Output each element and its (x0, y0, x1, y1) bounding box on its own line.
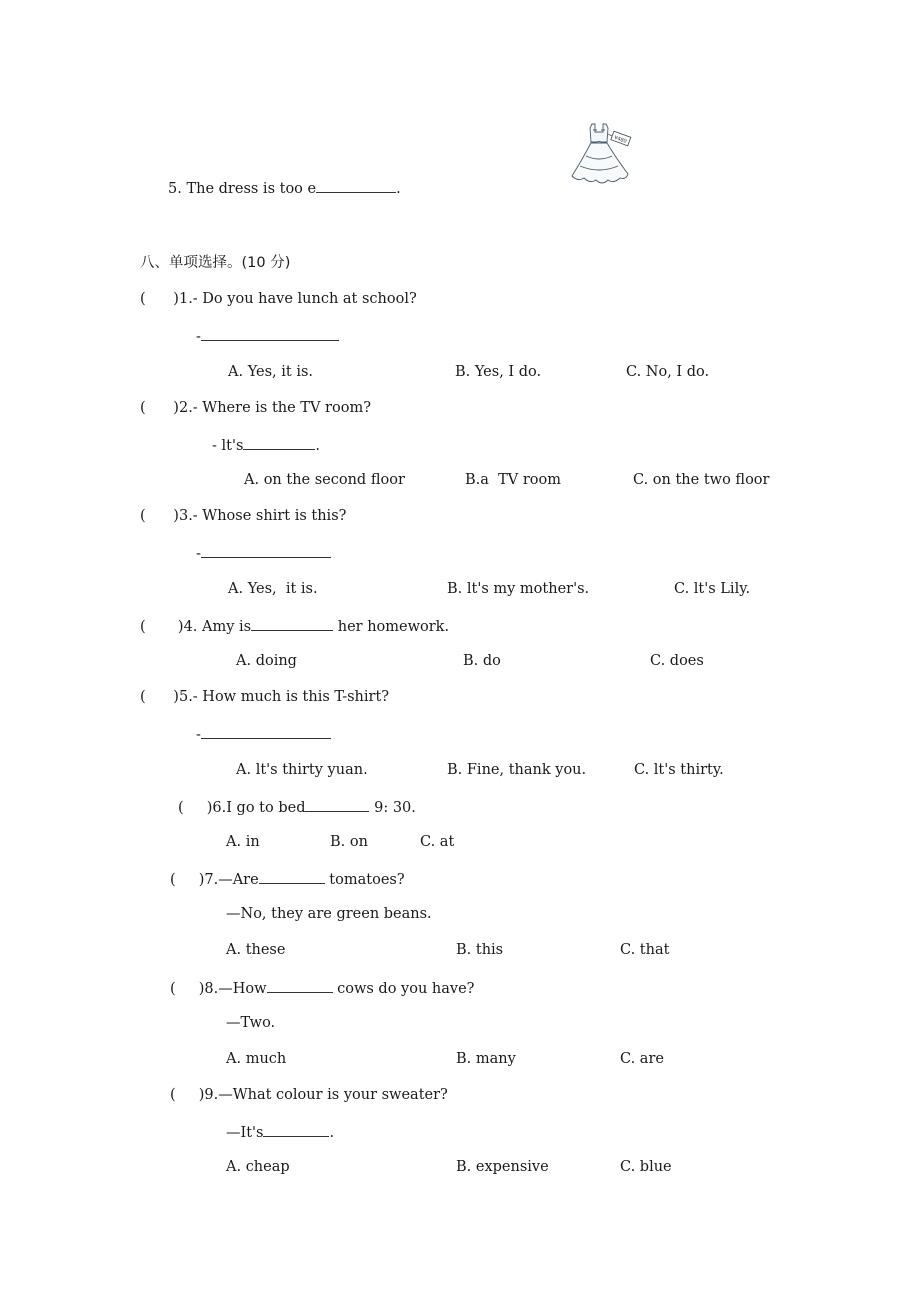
answer-blank[interactable] (201, 326, 339, 341)
option-c: C. blue (620, 1159, 672, 1175)
answer-line: - lt's . (212, 435, 320, 455)
question-text: 8.—How (204, 981, 267, 997)
question-text: 3.- Whose shirt is this? (178, 508, 347, 524)
answer-paren[interactable]: ( ) (178, 800, 213, 816)
question-5 (140, 688, 389, 706)
question-8: ( )8.—How cows do you have? (170, 978, 474, 998)
answer-line: - (196, 724, 331, 744)
answer-paren[interactable]: ( ) (170, 981, 205, 997)
option-b: B. lt's my mother's. (447, 581, 590, 597)
answer-line: —Two. (226, 1015, 276, 1031)
answer-blank[interactable] (263, 1122, 329, 1137)
answer-paren[interactable]: ( ) (170, 872, 205, 888)
option-b: B. do (463, 653, 501, 669)
answer-paren[interactable]: ( ) (140, 689, 179, 705)
option-c: C. at (420, 834, 455, 850)
section-heading: 八、单项选择。(10 分) (140, 255, 291, 271)
option-b: B. Yes, I do. (455, 364, 542, 380)
fill-question-5-end: . (396, 181, 401, 197)
answer-line: —It's . (226, 1122, 334, 1142)
answer-blank[interactable] (267, 978, 333, 993)
option-b: B. expensive (456, 1159, 549, 1175)
question-text: 2.- Where is the TV room? (178, 400, 371, 416)
option-a: A. much (226, 1051, 287, 1067)
question-text: 5.- How much is this T-shirt? (178, 689, 390, 705)
option-a: A. Yes, it is. (228, 581, 318, 597)
answer-blank[interactable] (259, 869, 325, 884)
question-6: ( )6.I go to bed 9: 30. (178, 797, 416, 817)
fill-question-5 (168, 178, 401, 198)
answer-paren[interactable]: ( ) (140, 508, 179, 524)
answer-blank[interactable] (243, 435, 315, 450)
question-3 (140, 507, 346, 525)
option-a: A. doing (236, 653, 297, 669)
question-text: 9.—What colour is your sweater? (204, 1087, 448, 1103)
answer-blank[interactable] (305, 797, 369, 812)
answer-paren[interactable]: ( ) (140, 400, 179, 416)
question-text: 6.I go to bed (212, 800, 306, 816)
answer-paren[interactable]: ( ) (140, 619, 184, 635)
answer-line: —No, they are green beans. (226, 906, 432, 922)
answer-blank[interactable] (201, 724, 331, 739)
option-b: B. this (456, 942, 504, 958)
option-a: A. on the second floor (244, 472, 405, 488)
option-c: C. lt's Lily. (674, 581, 751, 597)
answer-blank[interactable] (316, 178, 396, 193)
option-c: C. No, I do. (626, 364, 710, 380)
option-b: B.a TV room (465, 472, 562, 488)
option-c: C. does (650, 653, 704, 669)
option-b: B. Fine, thank you. (447, 762, 587, 778)
answer-line: - (196, 543, 331, 563)
option-b: B. on (330, 834, 368, 850)
dress-with-price-tag-icon (564, 120, 634, 190)
option-a: A. these (226, 942, 286, 958)
answer-paren[interactable]: ( ) (140, 291, 179, 307)
option-a: A. Yes, it is. (228, 364, 314, 380)
answer-blank[interactable] (251, 616, 333, 631)
question-text: 7.—Are (204, 872, 259, 888)
question-2 (140, 399, 371, 417)
question-9 (170, 1086, 448, 1104)
question-4: ( )4. Amy is her homework. (140, 616, 449, 636)
option-a: A. in (226, 834, 260, 850)
answer-paren[interactable]: ( ) (170, 1087, 205, 1103)
option-c: C. that (620, 942, 670, 958)
question-7: ( )7.—Are tomatoes? (170, 869, 405, 889)
price-tag-text: ¥480 (613, 134, 628, 145)
question-1 (140, 290, 417, 308)
option-c: C. on the two floor (633, 472, 770, 488)
answer-line: - (196, 326, 339, 346)
answer-blank[interactable] (201, 543, 331, 558)
option-c: C. lt's thirty. (634, 762, 724, 778)
option-b: B. many (456, 1051, 516, 1067)
option-a: A. cheap (226, 1159, 290, 1175)
question-text: 1.- Do you have lunch at school? (178, 291, 417, 307)
option-a: A. lt's thirty yuan. (236, 762, 368, 778)
fill-question-5-text: 5. The dress is too e (168, 181, 317, 197)
question-text: 4. Amy is (183, 619, 252, 635)
option-c: C. are (620, 1051, 664, 1067)
